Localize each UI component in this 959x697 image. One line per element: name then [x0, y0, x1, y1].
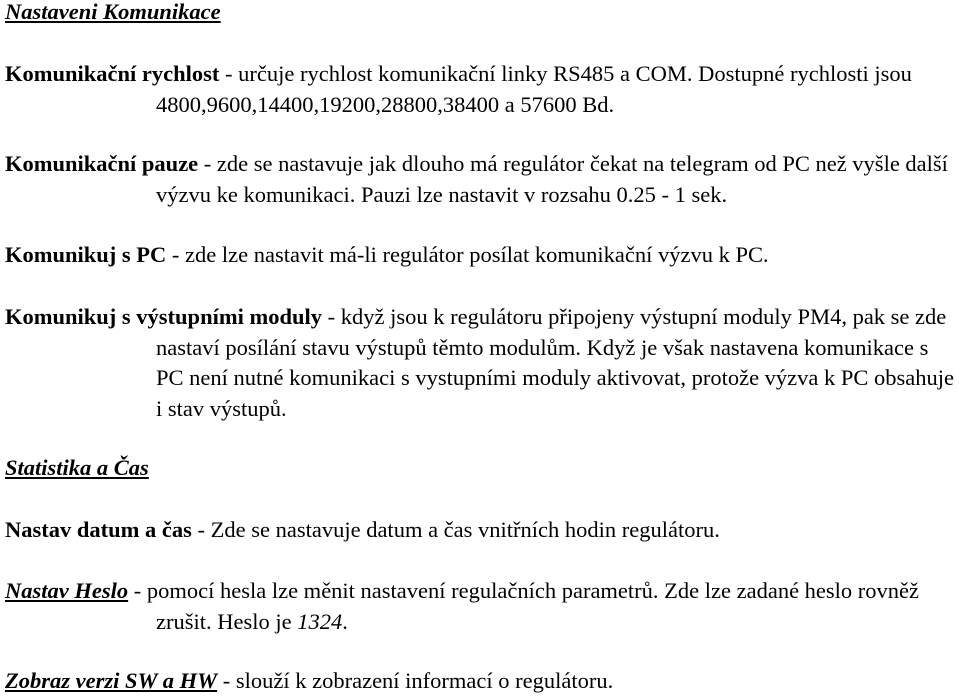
entry-term: Zobraz verzi SW a HW: [5, 668, 218, 693]
entry-term: Komunikační pauze: [5, 151, 199, 176]
entry-zobraz-verzi: [5, 666, 955, 697]
entry-term: Nastav Heslo: [5, 578, 129, 603]
entry-komunikuj-s-pc: [5, 240, 955, 271]
password-value: 1324: [297, 608, 343, 634]
entry-komunikacni-pauze: [5, 149, 955, 210]
entry-nastav-heslo: [5, 576, 955, 637]
entry-nastav-datum: [5, 515, 955, 546]
entry-text: - když jsou k regulátoru připojeny výstupní moduly PM4, pak se zde nastaví posílání stavu výstupů těmto modulům. Když je však nastavena komunikace s PC není nutné komunikaci s vystupními moduly aktivovat, protože výzva k PC obsahuje i stav výstupů.: [156, 304, 955, 421]
entry-term: Nastav datum a čas: [5, 517, 192, 542]
entry-text-after: .: [342, 608, 348, 634]
entry-text: - zde se nastavuje jak dlouho má regulátor čekat na telegram od PC než vyšle další výzvu ke komunikaci. Pauzi lze nastavit v rozsahu 0.25 - 1 sek.: [156, 151, 948, 207]
entry-term: Komunikuj s PC: [5, 242, 167, 267]
entry-term: Komunikuj s výstupními moduly: [5, 304, 322, 329]
entry-text: - slouží k zobrazení informací o regulátoru.: [217, 668, 614, 693]
entry-text: - pomocí hesla lze měnit nastavení regulačních parametrů. Zde lze zadané heslo rovněž zrušit. Heslo je: [128, 578, 920, 634]
entry-term: Komunikační rychlost: [5, 61, 220, 86]
section-heading-komunikace: Nastaveni Komunikace: [5, 0, 221, 24]
entry-text: - Zde se nastavuje datum a čas vnitřních hodin regulátoru.: [191, 517, 720, 542]
entry-komunikacni-rychlost: [5, 59, 955, 120]
entry-text: - určuje rychlost komunikační linky RS485 a COM. Dostupné rychlosti jsou 4800,9600,14400,19200,28800,38400 a 57600 Bd.: [156, 61, 912, 117]
entry-komunikuj-s-moduly: [5, 302, 955, 424]
entry-text: - zde lze nastavit má-li regulátor posílat komunikační výzvu k PC.: [166, 242, 769, 267]
section-heading-statistika: Statistika a Čas: [5, 455, 149, 480]
